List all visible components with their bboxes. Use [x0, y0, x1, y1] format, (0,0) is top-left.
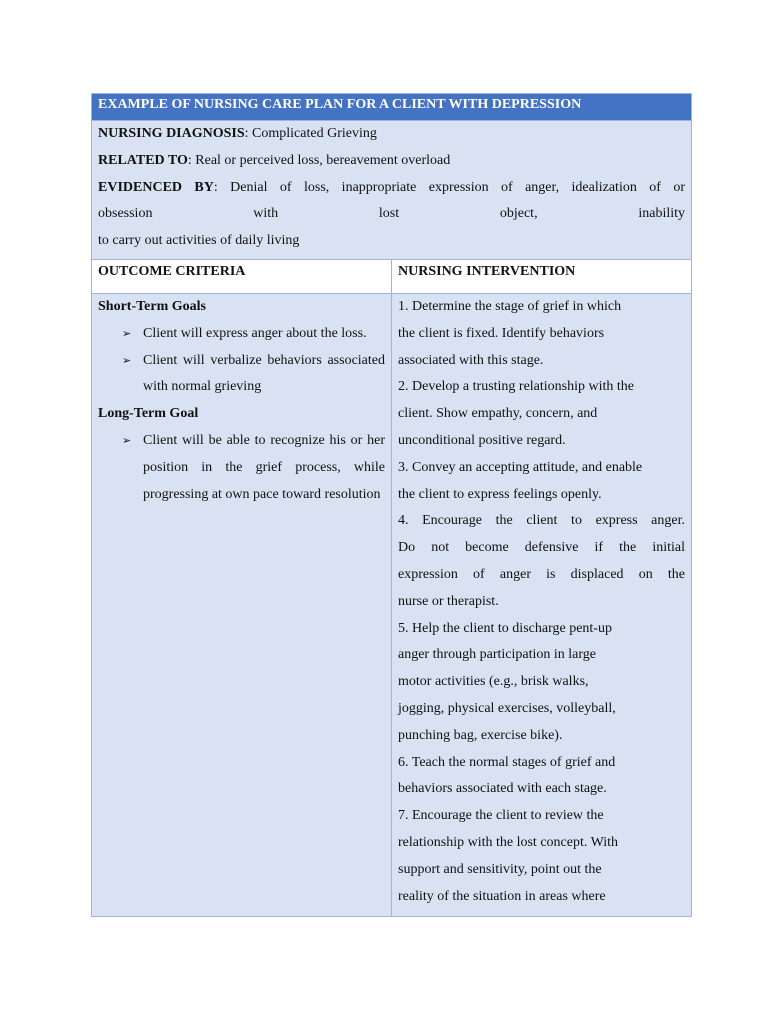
intervention-line: relationship with the lost concept. With: [398, 834, 619, 850]
related-to-label: RELATED TO: [98, 152, 188, 168]
intervention-list: [392, 294, 691, 916]
intervention-line: expression of anger is displaced on the: [398, 566, 685, 582]
long-term-goal-label: Long-Term Goal: [98, 406, 199, 422]
intervention-line: anger through participation in large: [398, 647, 597, 663]
long-term-goal-text: Client will be able to recognize his or her position in the grief process, while progressing at own pace toward resolution: [143, 432, 385, 502]
nursing-diagnosis-label: NURSING DIAGNOSIS: [98, 126, 245, 141]
nursing-intervention-header: [392, 259, 692, 293]
short-term-goal-item: [98, 348, 385, 402]
evidenced-by-line-2: obsession with lost object, inability: [98, 206, 685, 222]
intervention-line: behaviors associated with each stage.: [398, 781, 607, 797]
intervention-line: 2. Develop a trusting relationship with the: [398, 379, 635, 395]
short-term-goal-item: [98, 321, 385, 348]
arrow-bullet-icon: ➢: [122, 353, 132, 367]
intervention-line: punching bag, exercise bike).: [398, 727, 563, 743]
intervention-line: 3. Convey an accepting attitude, and enable: [398, 459, 643, 475]
intervention-line: 6. Teach the normal stages of grief and: [398, 754, 616, 770]
care-plan-table: [91, 93, 692, 917]
arrow-bullet-icon: ➢: [122, 433, 132, 447]
intervention-line: the client is fixed. Identify behaviors: [398, 325, 605, 341]
related-to-line: [98, 148, 685, 175]
nursing-diagnosis-value: : Complicated Grieving: [244, 126, 377, 141]
arrow-bullet-icon: ➢: [122, 326, 132, 340]
title-text: EXAMPLE OF NURSING CARE PLAN FOR A CLIENT WITH DEPRESSION: [98, 97, 582, 112]
intervention-line: associated with this stage.: [398, 352, 544, 368]
intervention-line: Do not become defensive if the initial: [398, 540, 685, 556]
intervention-line: 4. Encourage the client to express anger.: [398, 513, 685, 529]
short-term-goal-text: Client will express anger about the loss.: [143, 325, 367, 341]
intervention-line: jogging, physical exercises, volleyball,: [398, 700, 616, 716]
diagnosis-section: [92, 121, 692, 260]
intervention-line: support and sensitivity, point out the: [398, 861, 602, 877]
evidenced-by-text-1: : Denial of loss, inappropriate expression of anger, idealization of or: [213, 179, 685, 195]
related-to-value: : Real or perceived loss, bereavement overload: [187, 152, 451, 168]
nursing-intervention-heading: NURSING INTERVENTION: [398, 263, 576, 279]
intervention-line: reality of the situation in areas where: [398, 888, 606, 904]
intervention-line: 7. Encourage the client to review the: [398, 808, 604, 824]
intervention-line: 1. Determine the stage of grief in which: [398, 298, 622, 314]
outcome-criteria-header: [92, 259, 392, 293]
intervention-line: motor activities (e.g., brisk walks,: [398, 674, 589, 690]
nursing-diagnosis-line: [98, 121, 685, 148]
short-term-goals-label: Short-Term Goals: [98, 298, 206, 314]
intervention-line: unconditional positive regard.: [398, 432, 566, 448]
intervention-line: the client to express feelings openly.: [398, 486, 602, 502]
short-term-goal-text: Client will verbalize behaviors associated with normal grieving: [143, 352, 385, 395]
intervention-line: 5. Help the client to discharge pent-up: [398, 620, 612, 636]
intervention-line: client. Show empathy, concern, and: [398, 406, 598, 422]
outcome-criteria-heading: OUTCOME CRITERIA: [98, 263, 246, 279]
evidenced-by-line-1: [98, 175, 685, 202]
outcome-criteria-cell: [92, 293, 392, 916]
care-plan-title: [92, 94, 692, 121]
evidenced-by-line-3: to carry out activities of daily living: [98, 233, 300, 249]
nursing-intervention-cell: [392, 293, 692, 916]
long-term-goal-item: [98, 428, 385, 508]
intervention-line: nurse or therapist.: [398, 593, 499, 609]
evidenced-by-label: EVIDENCED BY: [98, 179, 214, 195]
